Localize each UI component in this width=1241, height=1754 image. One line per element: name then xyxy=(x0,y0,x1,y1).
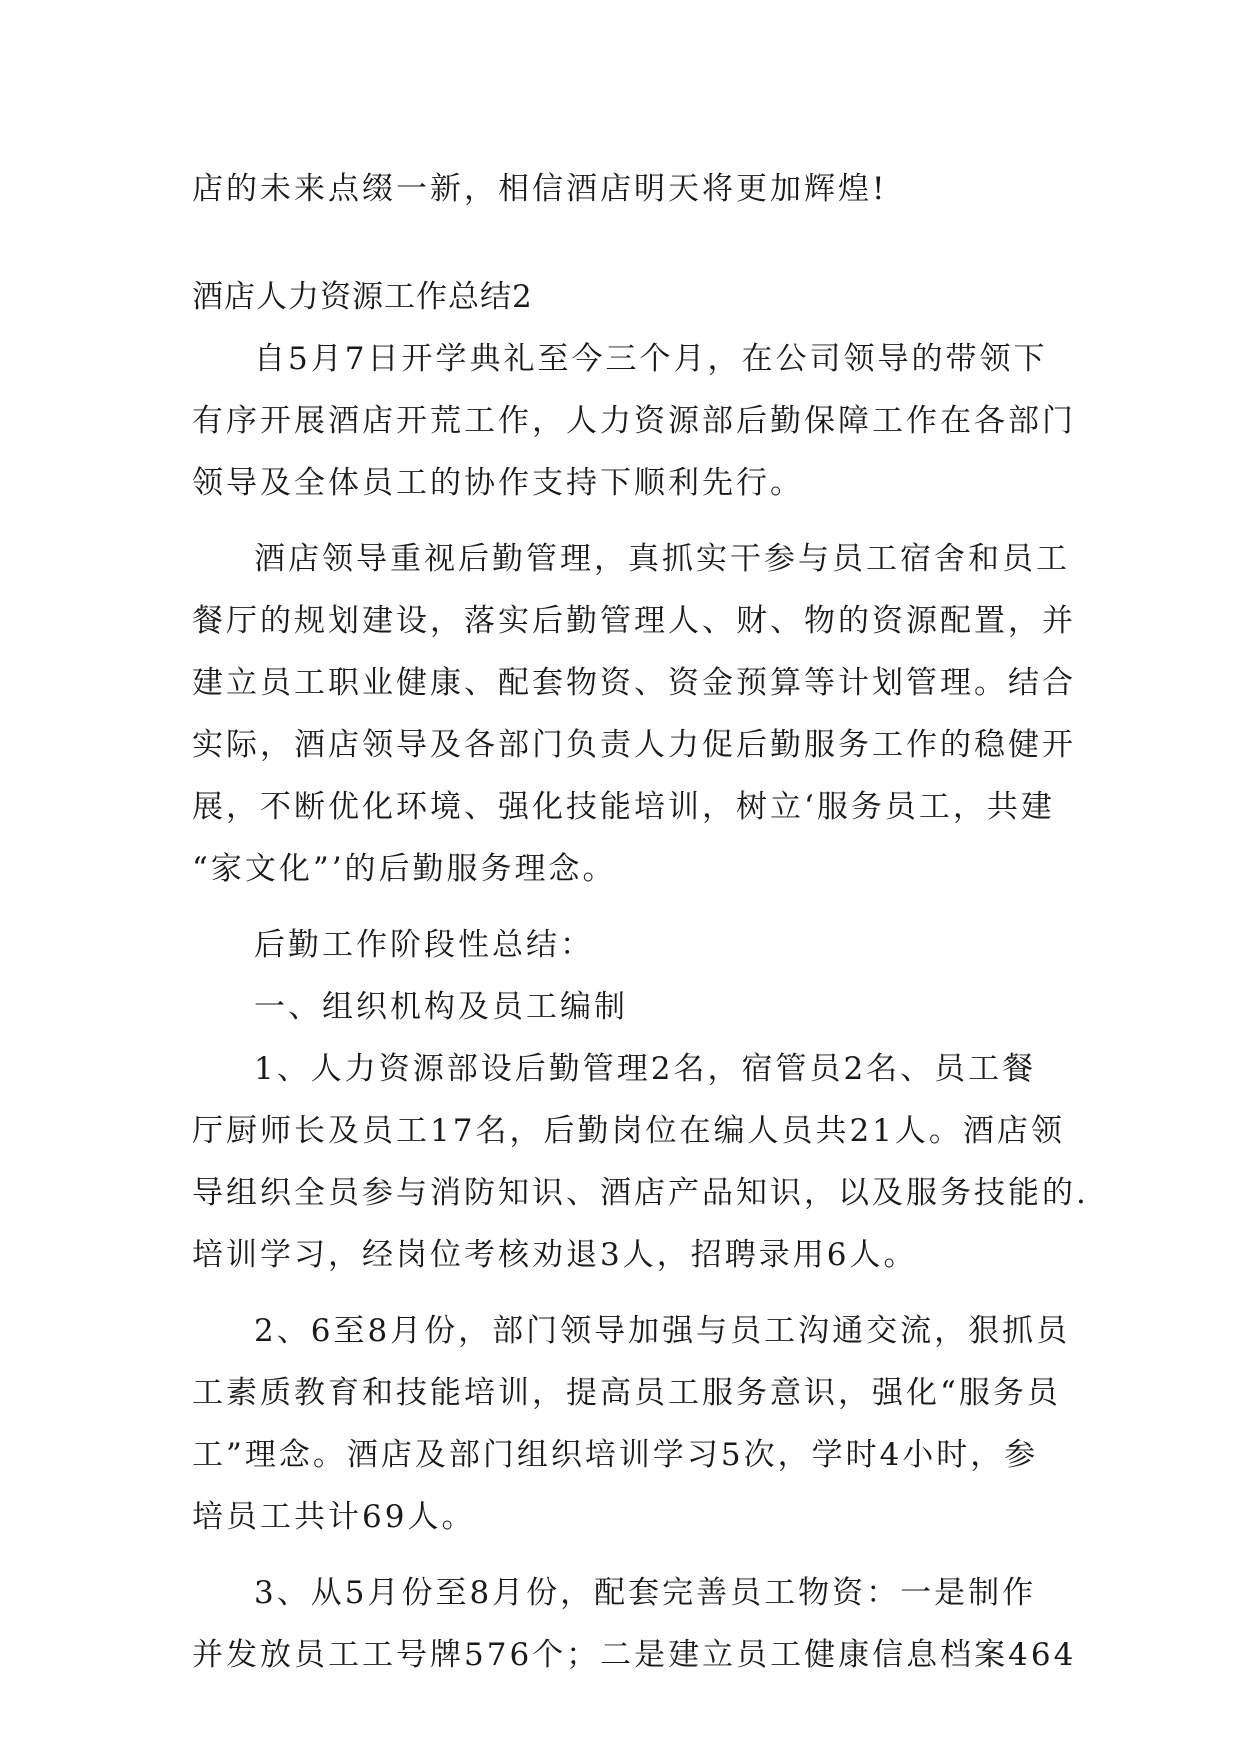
item-1-line-3: 导组织全员参与消防知识、酒店产品知识，以及服务技能的. xyxy=(192,1175,1089,1211)
document-body xyxy=(192,158,1089,1686)
subsection-heading: 一、组织机构及员工编制 xyxy=(254,989,628,1025)
item-1-line-2: 厅厨师长及员工17名，后勤岗位在编人员共21人。酒店领 xyxy=(192,1113,1065,1149)
paragraph-2-line-1: 酒店领导重视后勤管理，真抓实干参与员工宿舍和员工 xyxy=(254,541,1070,577)
item-3-line-2: 并发放员工工号牌576个；二是建立员工健康信息档案464 xyxy=(192,1637,1077,1673)
section-title: 酒店人力资源工作总结2 xyxy=(192,279,533,315)
paragraph-1-line-1: 自5月7日开学典礼至今三个月，在公司领导的带领下 xyxy=(254,341,1048,377)
item-1-line-4: 培训学习，经岗位考核劝退3人，招聘录用6人。 xyxy=(192,1237,918,1273)
paragraph-2-line-5: 展，不断优化环境、强化技能培训，树立‘服务员工，共建 xyxy=(192,789,1055,825)
item-2-line-3: 工”理念。酒店及部门组织培训学习5次，学时4小时，参 xyxy=(192,1437,1039,1473)
item-2-line-1: 2、6至8月份，部门领导加强与员工沟通交流，狠抓员 xyxy=(254,1313,1071,1349)
paragraph-2-line-6: “家文化”’的后勤服务理念。 xyxy=(192,851,617,887)
summary-heading: 后勤工作阶段性总结： xyxy=(254,927,594,963)
paragraph-1-line-2: 有序开展酒店开荒工作，人力资源部后勤保障工作在各部门 xyxy=(192,403,1076,439)
item-2-line-4: 培员工共计69人。 xyxy=(192,1499,476,1535)
paragraph-1-line-3: 领导及全体员工的协作支持下顺利先行。 xyxy=(192,465,804,501)
text-line-1: 店的未来点缀一新，相信酒店明天将更加辉煌! xyxy=(192,171,888,207)
paragraph-2-line-4: 实际，酒店领导及各部门负责人力促后勤服务工作的稳健开 xyxy=(192,727,1076,763)
item-2-line-2: 工素质教育和技能培训，提高员工服务意识，强化“服务员 xyxy=(192,1375,1061,1411)
paragraph-2-line-3: 建立员工职业健康、配套物资、资金预算等计划管理。结合 xyxy=(192,665,1076,701)
item-3-line-1: 3、从5月份至8月份，配套完善员工物资：一是制作 xyxy=(254,1575,1037,1611)
paragraph-2-line-2: 餐厅的规划建设，落实后勤管理人、财、物的资源配置，并 xyxy=(192,603,1076,639)
item-1-line-1: 1、人力资源部设后勤管理2名，宿管员2名、员工餐 xyxy=(254,1051,1037,1087)
